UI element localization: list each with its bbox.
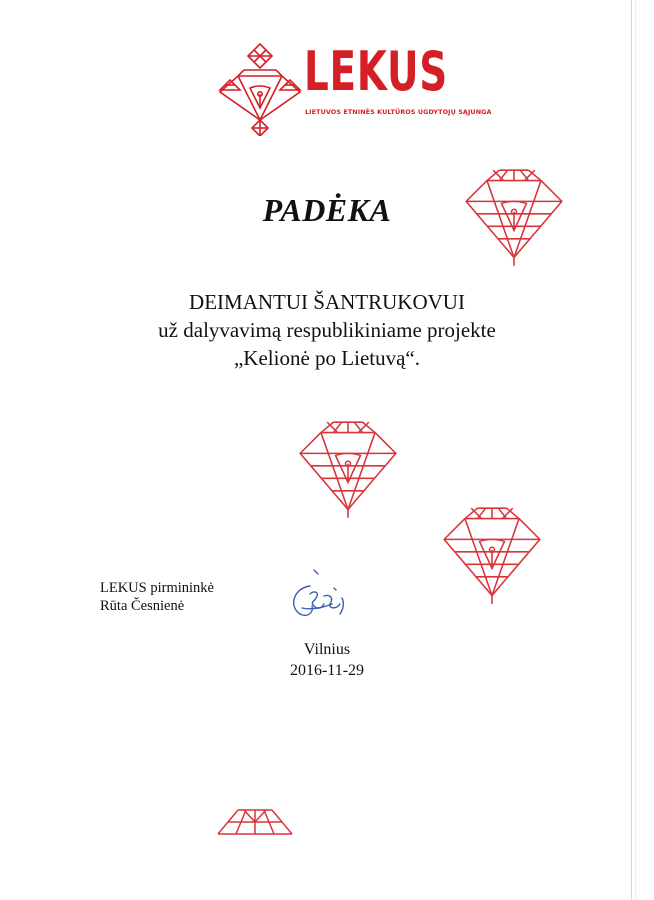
logo-subtitle: LIETUVOS ETNINĖS KULTŪROS UGDYTOJŲ SĄJUNGA <box>305 108 492 116</box>
logo-wordmark: LEKUS <box>304 40 448 103</box>
reason-line: už dalyvavimą respublikiniame projekte <box>158 318 496 342</box>
lekus-logo <box>216 40 492 140</box>
diamond-logo-icon <box>216 40 304 136</box>
place-date-block <box>0 639 654 681</box>
diamond-ornament-icon <box>296 418 400 522</box>
signatory-block <box>100 579 214 615</box>
project-line: „Kelionė po Lietuvą“. <box>233 346 420 370</box>
recipient-block <box>0 288 654 372</box>
scan-edge-line <box>635 0 636 900</box>
date: 2016-11-29 <box>289 662 365 679</box>
place: Vilnius <box>303 641 351 658</box>
scan-edge-line <box>631 0 632 900</box>
signatory-name: Rūta Česnienė <box>100 598 185 614</box>
recipient-name: DEIMANTUI ŠANTRUKOVUI <box>189 290 465 314</box>
signatory-role: LEKUS pirmininkė <box>100 580 214 596</box>
diamond-ornament-icon <box>440 504 544 608</box>
document-title: PADĖKA <box>262 192 392 228</box>
ornament-fragment-icon <box>214 804 296 838</box>
diamond-ornament-icon <box>462 166 566 270</box>
handwritten-signature <box>284 568 358 624</box>
